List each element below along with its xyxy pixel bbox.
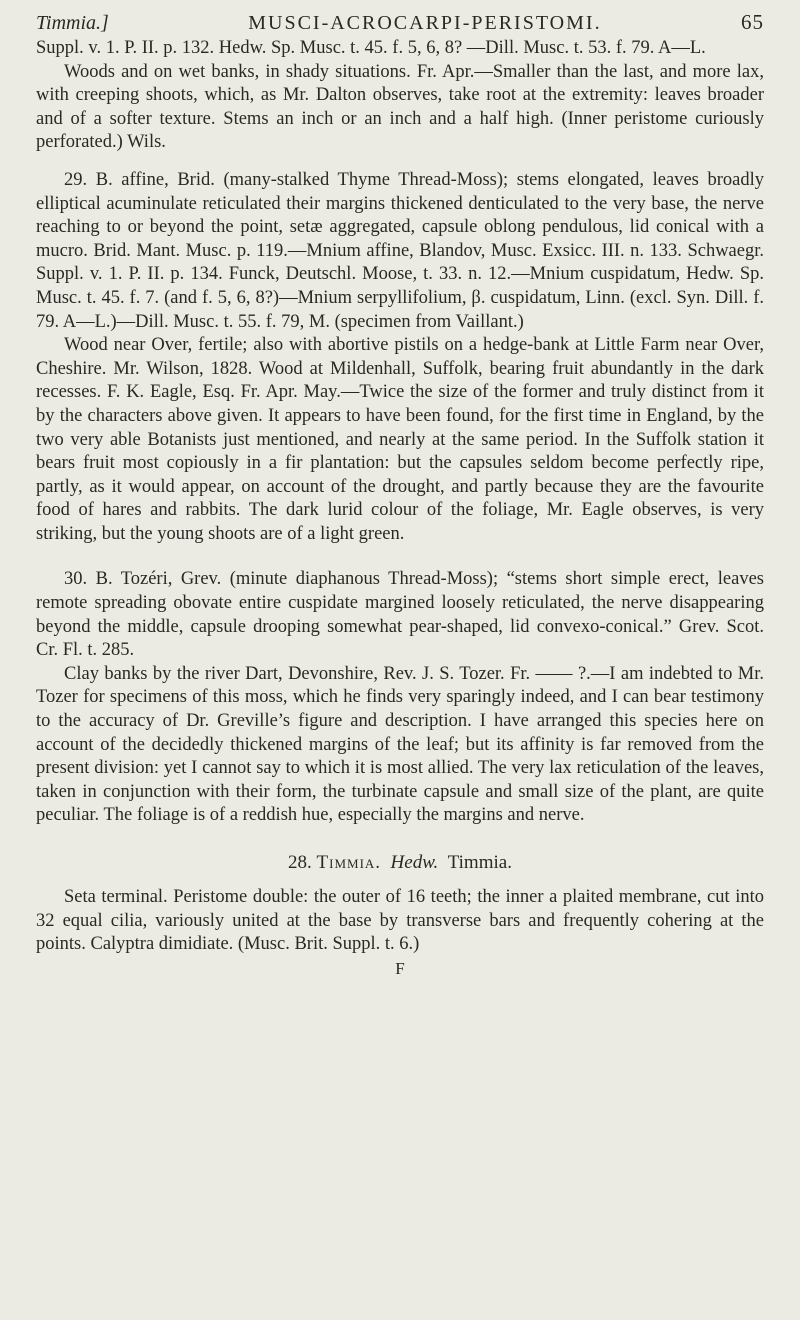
page-number: 65 xyxy=(740,10,764,34)
species-30-habitat: Clay banks by the river Dart, Devonshire, Rev. J. S. Tozer. Fr. —— ?.—I am indebted to Mr. Tozer for specimens of this moss, which he finds very sparingly indeed, and I can bear testimony to the accuracy of Dr. Greville’s figure and description. I have arranged this species here on account of the decidedly thickened margins of the leaf; but its affinity is far removed from the present division: yet I cannot say to which it is most allied. The very lax reticulation of the leaves, taken in conjunction with their form, the turbinate capsule and small size of the plant, are quite peculiar. The foliage is of a reddish hue, especially the margins and nerve. xyxy=(36,663,764,826)
genus-authority: Hedw. xyxy=(390,852,439,873)
genus-heading xyxy=(36,852,764,874)
genus-vernacular: Timmia. xyxy=(447,852,512,873)
genus-number: 28. xyxy=(288,852,312,873)
running-head-title: MUSCI-ACROCARPI-PERISTOMI. xyxy=(248,12,602,34)
genus-name: Timmia. xyxy=(316,852,382,873)
habitat-paragraph: Woods and on wet banks, in shady situations. Fr. Apr.—Smaller than the last, and more lax, with creeping shoots, which, as Mr. Dalton observes, take root at the extremity: leaves broader and of a softer texture. Stems an inch or an inch and a half high. (Inner peristome curiously perforated.) Wils. xyxy=(36,61,764,153)
species-29-habitat: Wood near Over, fertile; also with abortive pistils on a hedge-bank at Little Farm near Over, Cheshire. Mr. Wilson, 1828. Wood at Mildenhall, Suffolk, bearing fruit abundantly in the dark recesses. F. K. Eagle, Esq. Fr. Apr. May.—Twice the size of the former and truly distinct from it by the characters above given. It appears to have been found, for the first time in England, by the two very able Botanists just mentioned, and nearly at the same period. In the Suffolk station it bears fruit most copiously in a fir plantation: but the capsules seldom become perfectly ripe, partly, as it would appear, on account of the drought, and partly because they are the favourite food of hares and rabbits. The dark lurid colour of the foliage, Mr. Eagle observes, is very striking, but the young shoots are of a light green. xyxy=(36,335,764,544)
synonymy-continuation: Suppl. v. 1. P. II. p. 132. Hedw. Sp. Musc. t. 45. f. 5, 6, 8? —Dill. Musc. t. 53. f. 79. A—L. xyxy=(36,38,706,58)
running-head xyxy=(36,10,764,35)
signature-mark: F xyxy=(395,958,405,978)
species-29-description: 29. B. affine, Brid. (many-stalked Thyme Thread-Moss); stems elongated, leaves broadly elliptical acuminulate reticulated their margins thickened denticulated to the very base, the nerve reaching to or beyond the point, setæ aggregated, capsule oblong pendulous, lid conical with a mucro. Brid. Mant. Musc. p. 119.—Mnium affine, Blandov, Musc. Exsicc. III. n. 133. Schwaegr. Suppl. v. 1. P. II. p. 134. Funck, Deutschl. Moose, t. 33. n. 12.—Mnium cuspidatum, Hedw. Sp. Musc. t. 45. f. 7. (and f. 5, 6, 8?)—Mnium serpyllifolium, β. cuspidatum, Linn. (excl. Syn. Dill. f. 79. A—L.)—Dill. Musc. t. 55. f. 79, M. (specimen from Vaillant.) xyxy=(36,169,764,332)
genus-description: Seta terminal. Peristome double: the outer of 16 teeth; the inner a plaited membrane, cut into 32 equal cilia, variously united at the base by transverse bars and frequently cohering at the points. Calyptra dimidiate. (Musc. Brit. Suppl. t. 6.) xyxy=(36,887,764,955)
species-30-description: 30. B. Tozéri, Grev. (minute diaphanous Thread-Moss); “stems short simple erect, leaves remote spreading obovate entire cuspidate margined loosely reticulated, the nerve disappearing beyond the middle, capsule drooping somewhat pear-shaped, lid convexo-conical.” Grev. Scot. Cr. Fl. t. 285. xyxy=(36,569,764,661)
running-head-left: Timmia.] xyxy=(36,12,109,34)
